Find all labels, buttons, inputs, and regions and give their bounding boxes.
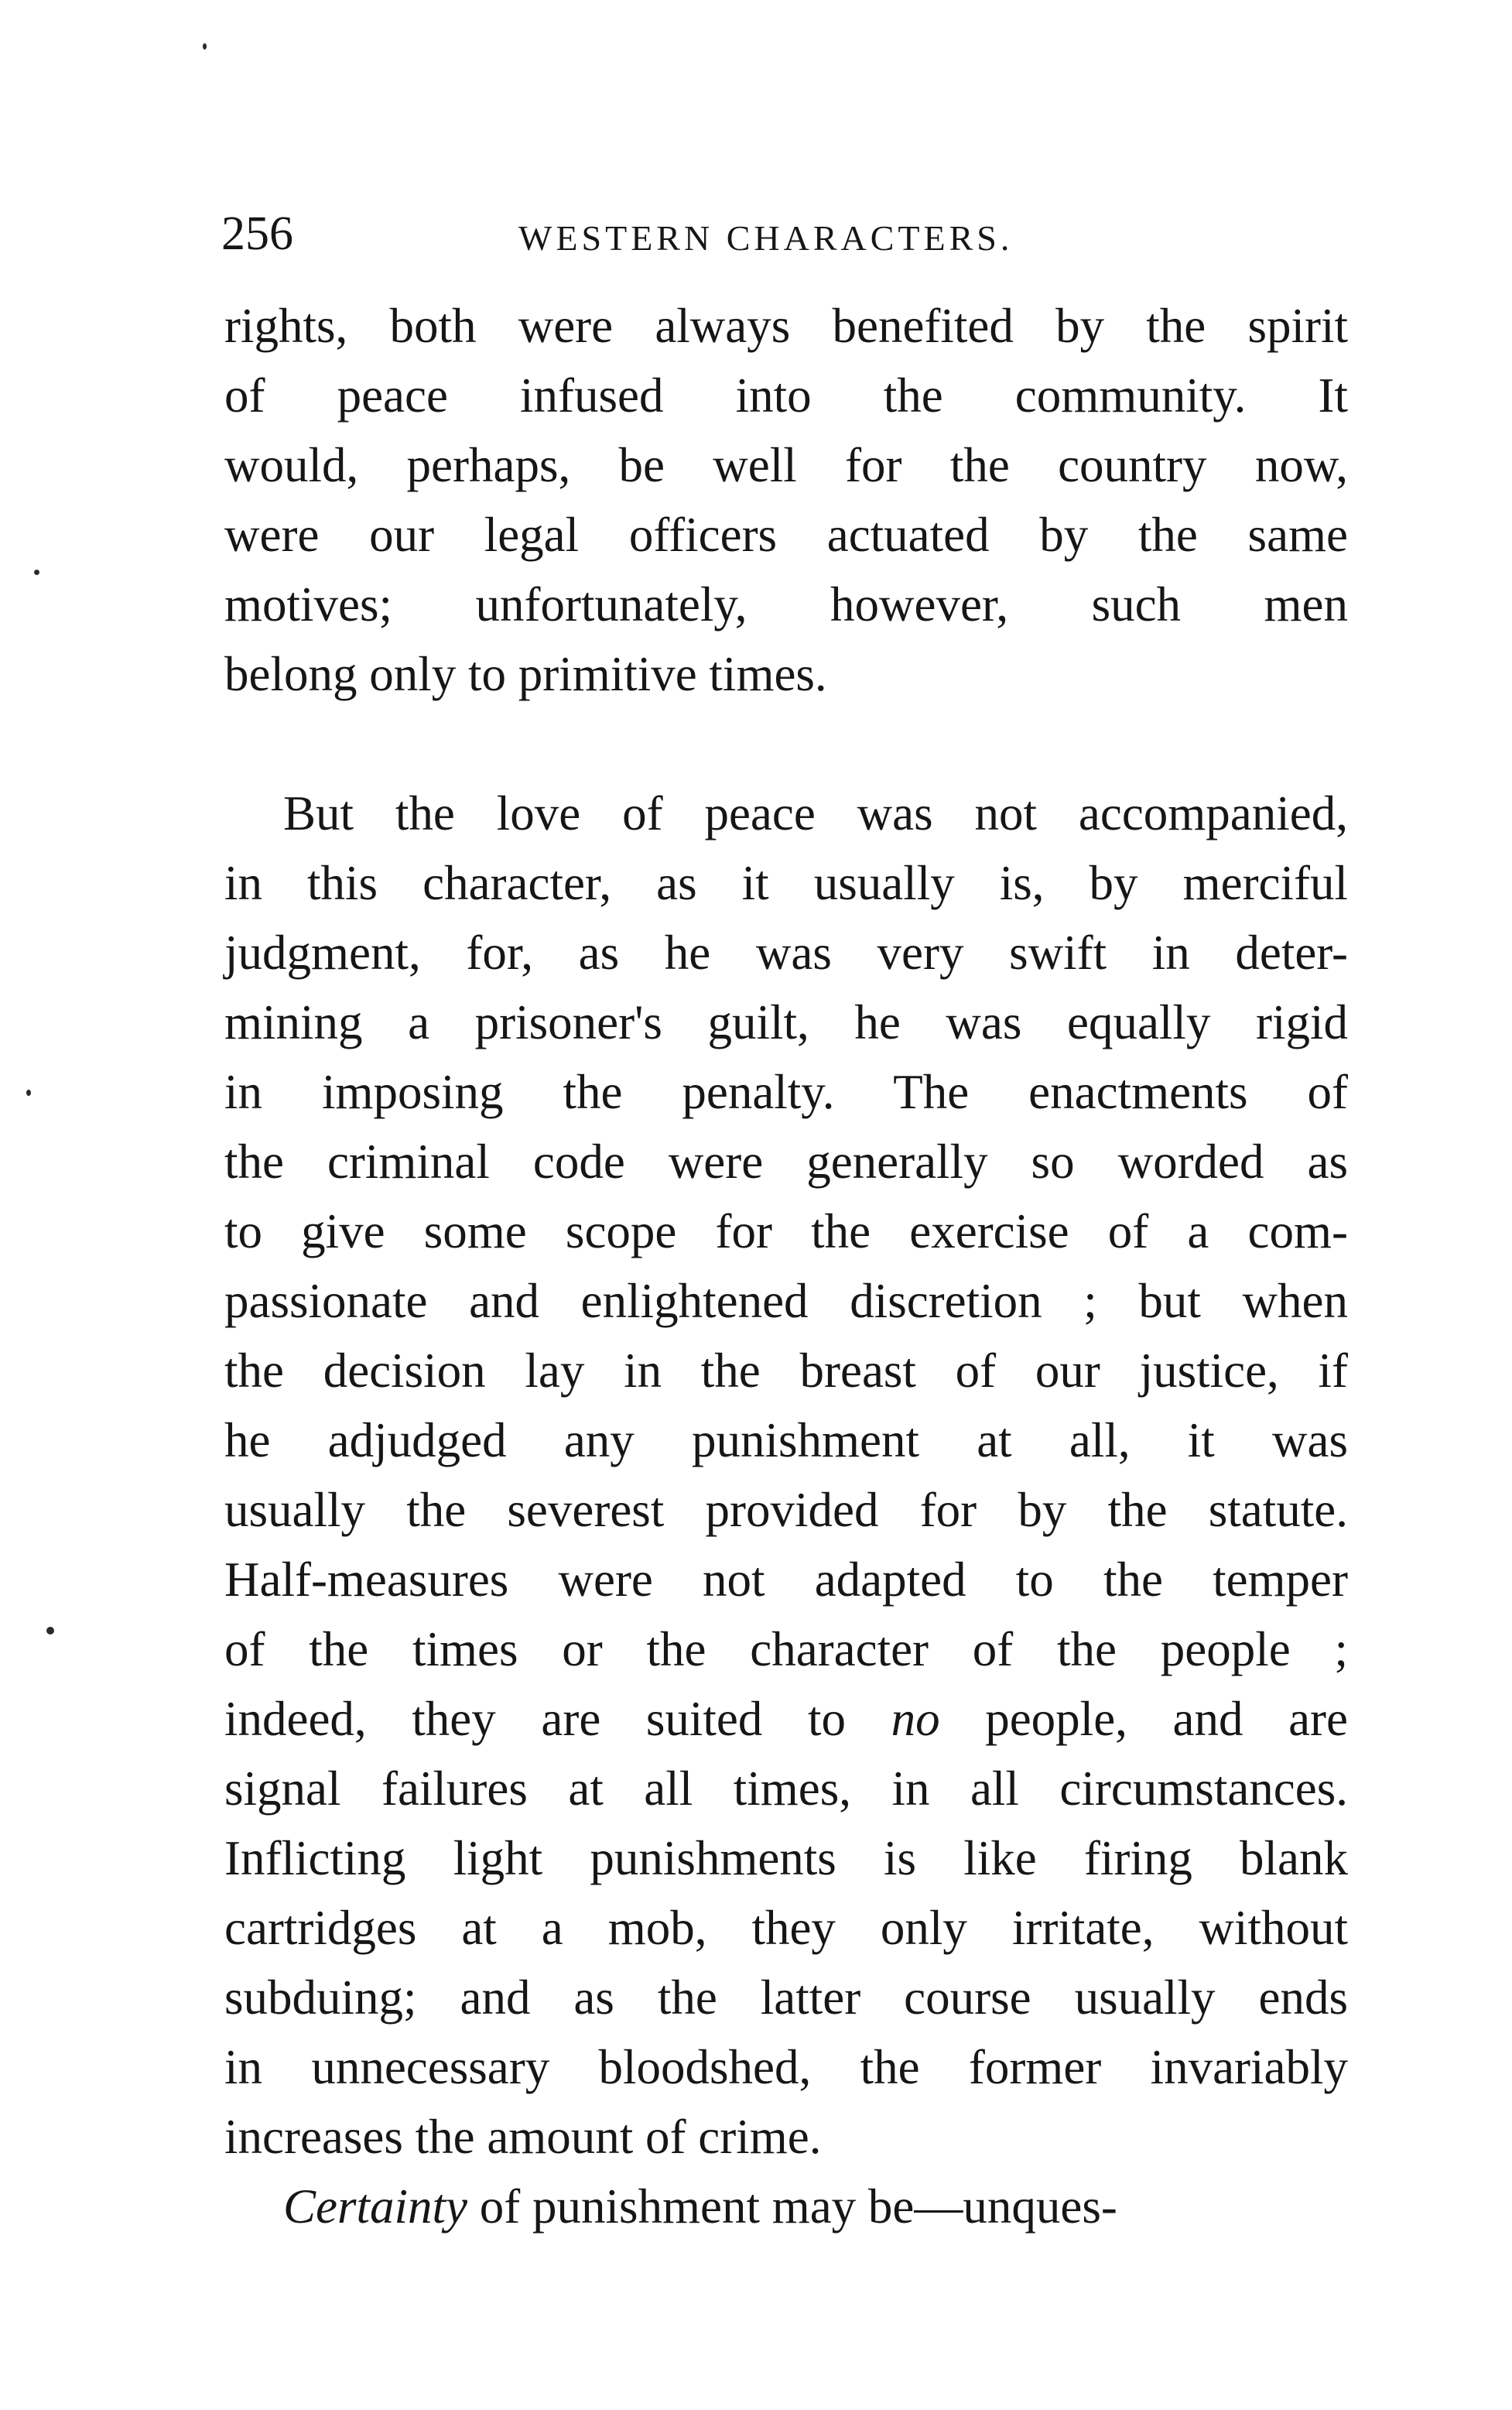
body-text [224,291,1348,2241]
text-line: to give some scope for the exercise of a com- [224,1204,1348,1258]
scan-speck [203,43,207,50]
text-line: would, perhaps, be well for the country now, [224,438,1348,492]
text-line [224,2172,1348,2241]
text-line: Half-measures were not adapted to the temper [224,1552,1348,1607]
text-line: signal failures at all times, in all circumstances. [224,1761,1348,1816]
text-line: in this character, as it usually is, by merciful [224,856,1348,910]
page-number: 256 [221,207,293,260]
text-line: Inflicting light punishments is like firing blank [224,1831,1348,1885]
text-line: the decision lay in the breast of our justice, if [224,1344,1348,1398]
italic-word: no [891,1692,940,1746]
text-line: in unnecessary bloodshed, the former invariably [224,2040,1348,2094]
running-head: WESTERN CHARACTERS. [518,218,1014,258]
text-line: were our legal officers actuated by the same [224,508,1348,562]
scan-speck [46,1627,54,1635]
text-line: motives; unfortunately, however, such men [224,577,1348,632]
text-segment: people, and are [939,1692,1348,1746]
text-line: cartridges at a mob, they only irritate, without [224,1901,1348,1955]
italic-word: Certainty [283,2179,467,2234]
text-line: mining a prisoner's guilt, he was equally rigid [224,995,1348,1049]
text-line: of peace infused into the community. It [224,368,1348,423]
text-line: usually the severest provided for by the statute. [224,1483,1348,1537]
text-line: in imposing the penalty. The enactments of [224,1065,1348,1119]
paragraph-3 [224,2172,1348,2241]
text-line: he adjudged any punishment at all, it was [224,1413,1348,1467]
paragraph-gap [224,709,1348,779]
text-line: judgment, for, as he was very swift in deter- [224,926,1348,980]
paragraph-1 [224,291,1348,709]
page-header [221,203,1351,265]
text-line: of the times or the character of the people ; [224,1622,1348,1676]
text-line: subduing; and as the latter course usually ends [224,1970,1348,2025]
text-line: increases the amount of crime. [224,2110,822,2164]
scan-speck [26,1090,31,1096]
text-line: belong only to primitive times. [224,647,827,701]
text-line: rights, both were always benefited by the spirit [224,299,1348,353]
text-segment: of punishment may be—unques- [467,2179,1117,2234]
text-line: the criminal code were generally so worded as [224,1135,1348,1189]
text-line: passionate and enlightened discretion ; but when [224,1274,1348,1328]
paragraph-2 [224,779,1348,2172]
text-line: But the love of peace was not accompanied, [283,786,1348,840]
scan-speck [34,570,39,575]
text-segment: indeed, they are suited to [224,1692,891,1746]
text-line [224,1684,1348,1754]
